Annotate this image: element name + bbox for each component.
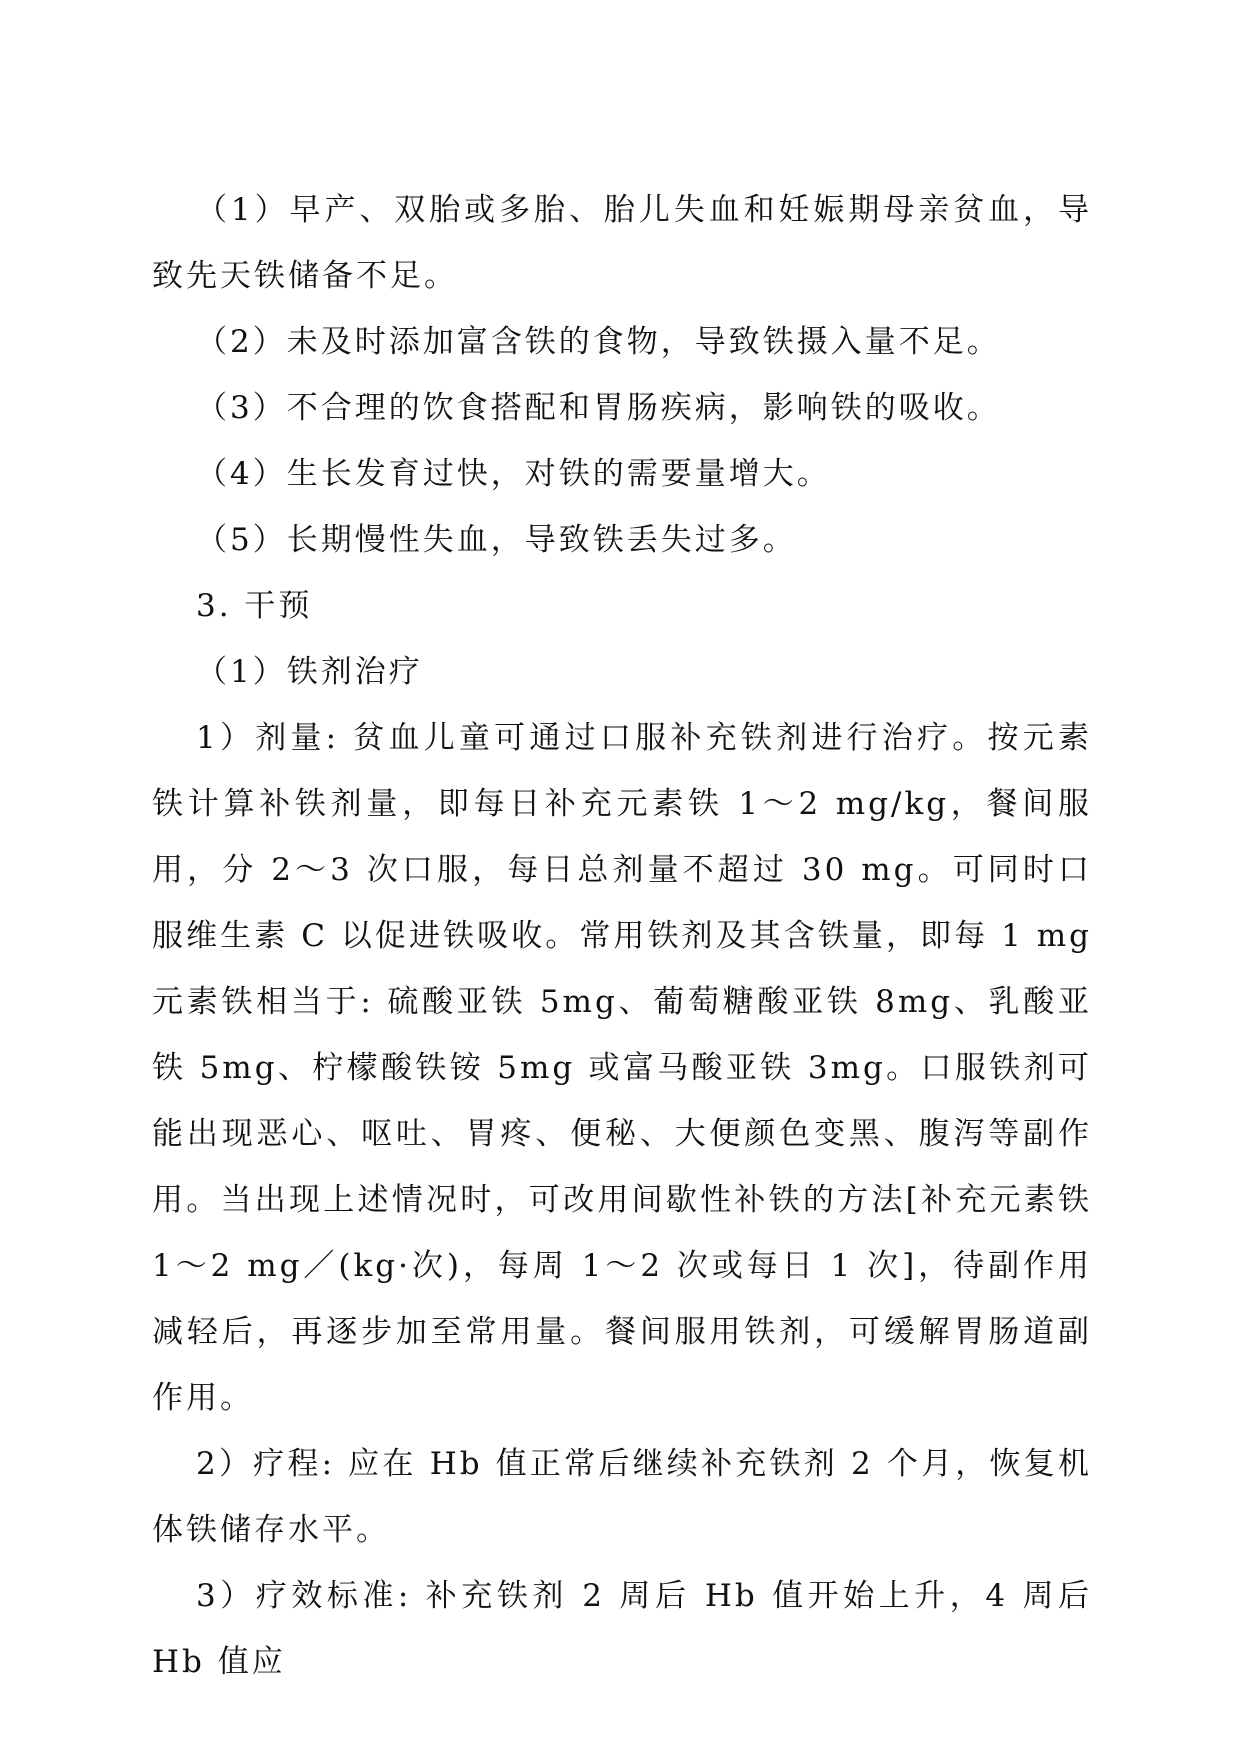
paragraph-course: 2）疗程: 应在 Hb 值正常后继续补充铁剂 2 个月，恢复机体铁储存水平。 [152,1446,1092,1548]
document-body [152,177,1092,1695]
paragraph-cause-2: （2）未及时添加富含铁的食物，导致铁摄入量不足。 [196,324,1001,360]
paragraph-dosage: 1）剂量: 贫血儿童可通过口服补充铁剂进行治疗。按元素铁计算补铁剂量，即每日补充元素铁 1～2 mg/kg，餐间服用，分 2～3 次口服，每日总剂量不超过 30 mg。可同时口服维生素 C 以促进铁吸收。常用铁剂及其含铁量，即每 1 mg 元素铁相当于: 硫酸亚铁 5mg、葡萄糖酸亚铁 8mg、乳酸亚铁 5mg、柠檬酸铁铵 5mg 或富马酸亚铁 3mg。口服铁剂可能出现恶心、呕吐、胃疼、便秘、大便颜色变黑、腹泻等副作用。当出现上述情况时，可改用间歇性补铁的方法[补充元素铁 1～2 mg／(kg·次)，每周 1～2 次或每日 1 次]，待副作用减轻后，再逐步加至常用量。餐间服用铁剂，可缓解胃肠道副作用。 [152,720,1092,1416]
subsection-heading-iron-therapy: （1）铁剂治疗 [196,654,423,690]
paragraph-efficacy: 3）疗效标准: 补充铁剂 2 周后 Hb 值开始上升，4 周后 Hb 值应 [152,1578,1092,1680]
paragraph-cause-3: （3）不合理的饮食搭配和胃肠疾病，影响铁的吸收。 [196,390,1001,426]
section-heading-intervention: 3. 干预 [196,588,313,624]
paragraph-cause-5: （5）长期慢性失血，导致铁丢失过多。 [196,522,797,558]
paragraph-cause-4: （4）生长发育过快，对铁的需要量增大。 [196,456,831,492]
paragraph-cause-1: （1）早产、双胎或多胎、胎儿失血和妊娠期母亲贫血，导致先天铁储备不足。 [152,192,1092,294]
